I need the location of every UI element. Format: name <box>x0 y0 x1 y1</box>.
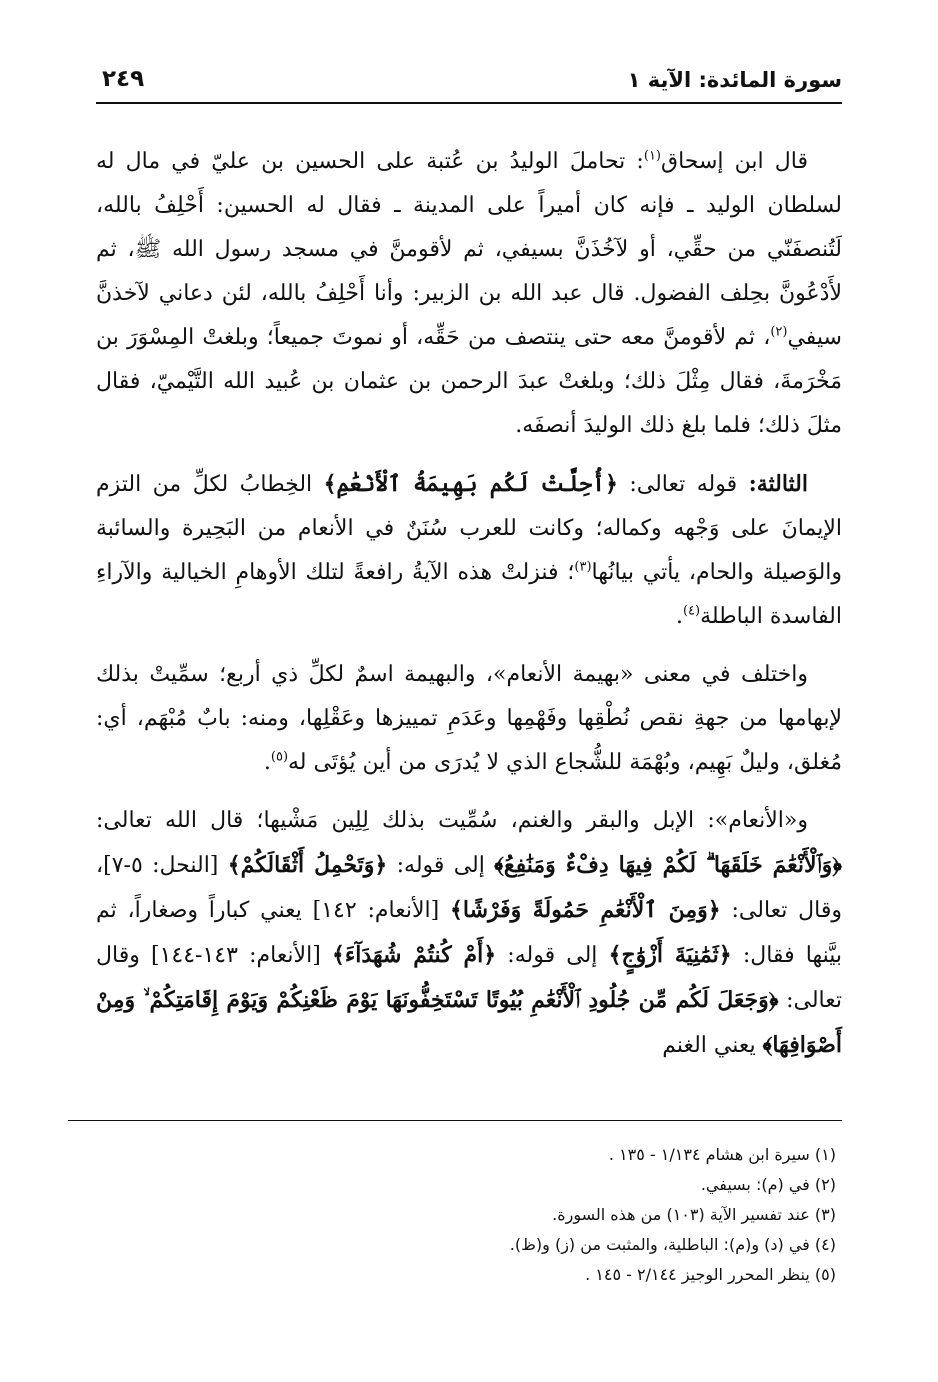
footnote-ref-3[interactable]: (٣) <box>574 559 592 575</box>
page-header <box>96 64 842 100</box>
quran-verse: ﴿وَٱلْأَنْعَٰمَ خَلَقَهَا ۗ لَكُمْ فِيهَا دِفْءٌ وَمَنَٰفِعُ﴾ <box>494 852 842 878</box>
paragraph-ibn-ishaq: قال ابن إسحاق$^{(١)}$: تحاملَ الوليدُ بن عُتبة على الحسين بن عليّ في مال له لسلطان الوليد ـ فإنه كان أميراً على المدينة ـ فقال له الحسين: أَحْلِفُ بالله، لَتُنصفَنّي من حقِّي، أو لآخُذَنَّ بسيفي، ثم لأقومنَّ في مسجد رسول الله ﷺ، ثم لأَدْعُونَّ بحِلف الفضول. قال عبد الله بن الزبير: وأنا أَحْلِفُ بالله، لئن دعاني لآخذنَّ سيفي$^{(٢)}$، ثم لأقومنَّ معه حتى ينتصف من حَقِّه، أو نموتَ جميعاً؛ وبلغتْ المِسْوَرَ بن مَخْرَمةَ، فقال مِثْلَ ذلك؛ وبلغتْ عبدَ الرحمن بن عثمان بن عُبيد الله التَّيْميّ، فقال مثلَ ذلك؛ فلما بلغ ذلك الوليدَ أنصفَه. <box>96 148 843 438</box>
paragraph-anam: و«الأنعام»: الإبل والبقر والغنم، سُمِّيت بذلك لِلِين مَشْيها؛ قال الله تعالى: ﴿وَٱلْأَنْعَٰمَ خَلَقَهَا ۗ لَكُمْ فِيهَا دِفْءٌ وَمَنَٰفِعُ﴾ إلى قوله: ﴿وَتَحْمِلُ أَثْقَالَكُمْ﴾ [النحل: ٥-٧]، وقال تعالى: ﴿وَمِنَ ٱلْأَنْعَٰمِ حَمُولَةً وَفَرْشًا﴾ [الأنعام: ١٤٢] يعني كباراً وصغاراً، ثم بيَّنها فقال: ﴿ثَمَٰنِيَةَ أَزْوَٰجٍ﴾ إلى قوله: ﴿أَمْ كُنتُمْ شُهَدَآءَ﴾ [الأنعام: ١٤٣-١٤٤] وقال تعالى: ﴿وَجَعَلَ لَكُم مِّن جُلُودِ ٱلْأَنْعَٰمِ بُيُوتًا تَسْتَخِفُّونَهَا يَوْمَ ظَعْنِكُمْ وَيَوْمَ إِقَامَتِكُمْ ۙ وَمِنْ أَصْوَافِهَا﴾ يعني الغنم <box>96 808 843 1058</box>
quran-verse: ﴿أَمْ كُنتُمْ شُهَدَآءَ﴾ <box>331 942 497 968</box>
section-label: الثالثة: <box>748 471 808 497</box>
main-text <box>96 140 842 1082</box>
footnote-divider <box>68 1120 842 1121</box>
footnotes <box>96 1140 842 1290</box>
footnote-item: (٣) عند تفسير الآية (١٠٣) من هذه السورة. <box>552 1205 836 1224</box>
running-title: سورة المائدة: الآية ١ <box>627 68 842 92</box>
paragraph-bahima-meaning: واختلف في معنى «بهيمة الأنعام»، والبهيمة اسمٌ لكلِّ ذي أربع؛ سمِّيتْ بذلك لإبهامها من جهةِ نقص نُطْقِها وفَهْمِها وعَدَمِ تمييزها وعَقْلِها، ومنه: بابٌ مُبْهَم، أي: مُغلق، وليلٌ بَهِيم، وبُهْمَة للشُّجاع الذي لا يُدرَى من أين يُؤتَى له$^{(٥)}$. <box>96 662 842 775</box>
quran-verse: ﴿وَتَحْمِلُ أَثْقَالَكُمْ﴾ <box>227 852 388 878</box>
quran-verse: ﴿ثَمَٰنِيَةَ أَزْوَٰجٍ﴾ <box>608 942 732 968</box>
page-number: ٢٤٩ <box>102 66 145 92</box>
footnote-ref-2[interactable]: (٢) <box>770 324 788 340</box>
footnote-item: (١) سيرة ابن هشام ١/١٣٤ - ١٣٥ . <box>608 1145 836 1164</box>
quran-verse: ﴿وَمِنَ ٱلْأَنْعَٰمِ حَمُولَةً وَفَرْشًا﴾ <box>449 897 721 923</box>
paragraph-third-point: الثالثة: قوله تعالى: ﴿أُحِلَّتْ لَكُم بَهِيمَةُ ٱلْأَنْعَٰمِ﴾ الخِطابُ لكلِّ من التزم الإيمانَ على وَجْهه وكماله؛ وكانت للعرب سُنَنٌ في الأنعام من البَحِيرة والسائبة والوَصيلة والحام، يأتي بيانُها$^{(٣)}$؛ فنزلتْ هذه الآيةُ رافعةً لتلك الأوهامِ الخيالية والآراءِ الفاسدة الباطلة$^{(٤)}$. <box>96 471 843 629</box>
quran-verse: ﴿أُحِلَّتْ لَكُم بَهِيمَةُ ٱلْأَنْعَٰمِ﴾ <box>323 471 618 497</box>
footnote-ref-4[interactable]: (٤) <box>682 603 701 619</box>
footnote-ref-5[interactable]: (٥) <box>270 749 289 765</box>
quran-verse: ﴿وَجَعَلَ لَكُم مِّن جُلُودِ ٱلْأَنْعَٰمِ بُيُوتًا تَسْتَخِفُّونَهَا يَوْمَ ظَعْنِكُمْ وَيَوْمَ إِقَامَتِكُمْ ۙ وَمِنْ أَصْوَافِهَا﴾ <box>96 987 842 1058</box>
footnote-item: (٥) ينظر المحرر الوجيز ٢/١٤٤ - ١٤٥ . <box>585 1265 836 1284</box>
footnote-ref-1[interactable]: (١) <box>643 148 661 164</box>
footnote-item: (٢) في (م): بسيفي. <box>700 1175 836 1194</box>
header-divider <box>96 102 842 104</box>
footnote-item: (٤) في (د) و(م): الباطلية، والمثبت من (ز) و(ظ). <box>509 1235 836 1254</box>
